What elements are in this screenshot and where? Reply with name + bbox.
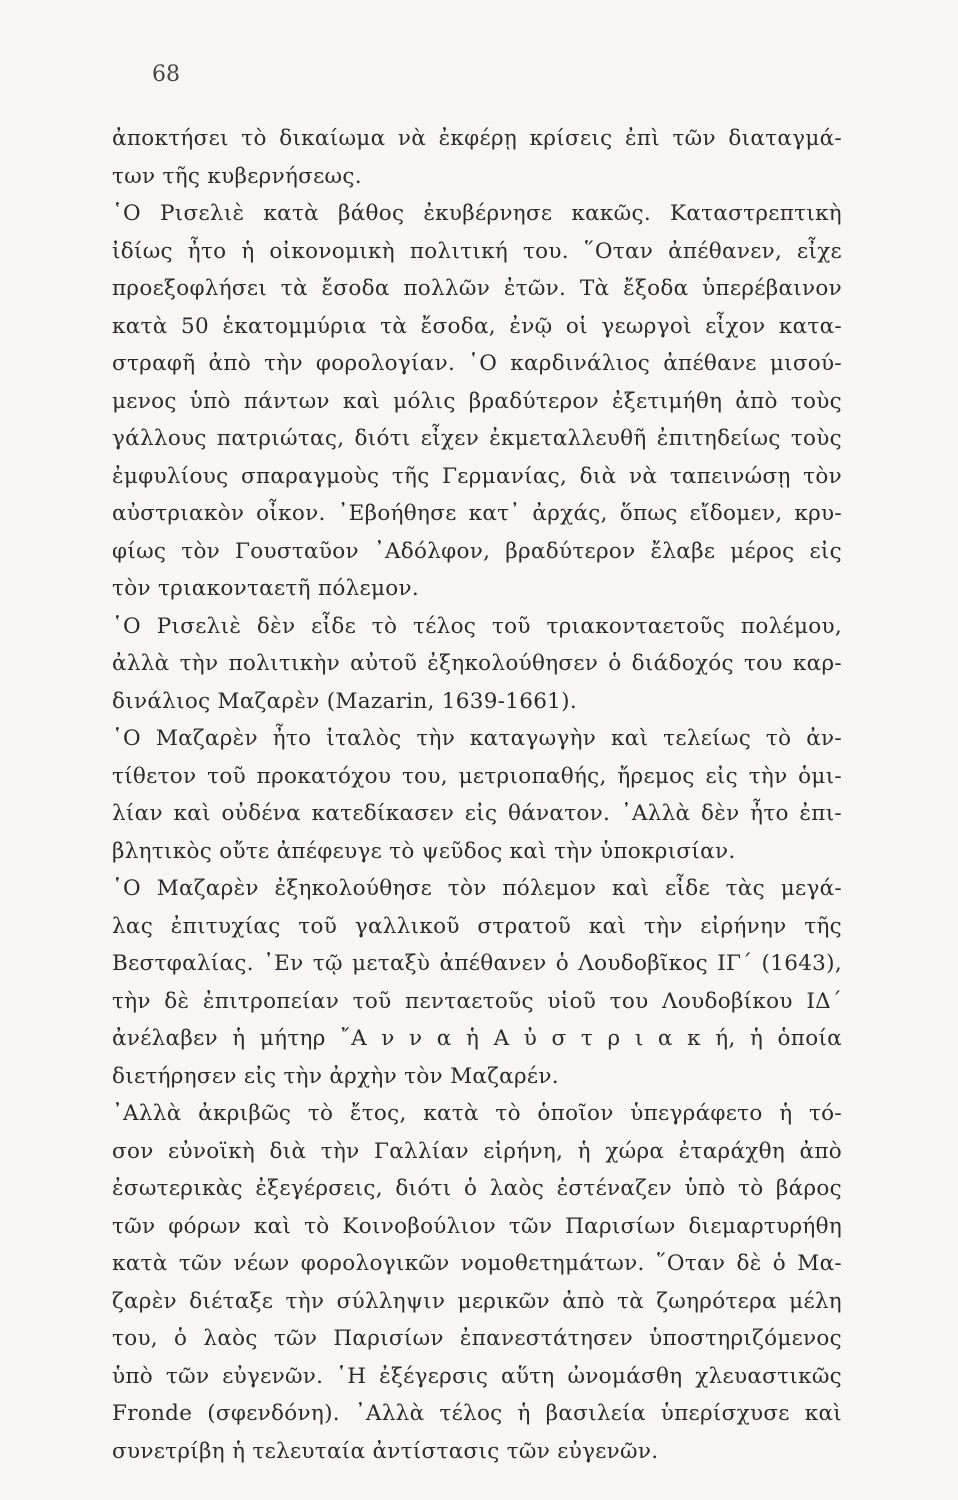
text-line: προεξοφλήσει τὰ ἔσοδα πολλῶν ἐτῶν. Τὰ ἔξοδα ὑπερέβαινον: [112, 276, 842, 301]
text-line: δινάλιος Μαζαρὲν (Mazarin, 1639-1661).: [112, 688, 577, 714]
text-line: ἀποκτήσει τὸ δικαίωμα νὰ ἐκφέρῃ κρίσεις ἐπὶ τῶν διαταγμά-: [112, 126, 842, 151]
text-line: στραφῆ ἀπὸ τὴν φορολογίαν. ῾Ο καρδινάλιος ἀπέθανε μισού-: [112, 351, 842, 376]
text-line: ζαρὲν διέταξε τὴν σύλληψιν μερικῶν ἀπὸ τὰ ζωηρότερα μέλη: [112, 1288, 842, 1314]
text-line: κατὰ τῶν νέων φορολογικῶν νομοθετημάτων. ῞Οταν δὲ ὁ Μα-: [112, 1251, 842, 1276]
text-line: μενος ὑπὸ πάντων καὶ μόλις βραδύτερον ἐξετιμήθη ἀπὸ τοὺς: [112, 388, 842, 414]
text-line: συνετρίβη ἡ τελευταία ἀντίστασις τῶν εὐγενῶν.: [112, 1438, 659, 1464]
body-text: [112, 120, 842, 1470]
text-line: φίως τὸν Γουσταῦον ᾿Αδόλφον, βραδύτερον ἔλαβε μέρος εἰς: [112, 538, 842, 564]
text-line: του, ὁ λαὸς τῶν Παρισίων ἐπανεστάτησεν ὑποστηριζόμενος: [112, 1326, 842, 1351]
text-line: τὸν τριακονταετῆ πόλεμον.: [112, 576, 419, 601]
text-line: ῾Ο Μαζαρὲν ἦτο ἰταλὸς τὴν καταγωγὴν καὶ τελείως τὸ ἀν-: [112, 726, 842, 751]
text-line: ἐσωτερικὰς ἐξεγέρσεις, διότι ὁ λαὸς ἐστέναζεν ὑπὸ τὸ βάρος: [112, 1176, 842, 1201]
text-line: λας ἐπιτυχίας τοῦ γαλλικοῦ στρατοῦ καὶ τὴν εἰρήνην τῆς: [112, 913, 842, 939]
text-line: κατὰ 50 ἑκατομμύρια τὰ ἔσοδα, ἐνῷ οἱ γεωργοὶ εἶχον κατα-: [112, 313, 842, 339]
text-line: ἀνέλαβεν ἡ μήτηρ ῎Α ν ν α ἡ Α ὐ σ τ ρ ι α κ ή, ἡ ὁποία: [112, 1026, 842, 1051]
text-line: λίαν καὶ οὐδένα κατεδίκασεν εἰς θάνατον. ᾿Αλλὰ δὲν ἦτο ἐπι-: [112, 801, 842, 826]
text-line: ἐμφυλίους σπαραγμοὺς τῆς Γερμανίας, διὰ νὰ ταπεινώσῃ τὸν: [112, 463, 842, 489]
text-line: διετήρησεν εἰς τὴν ἀρχὴν τὸν Μαζαρέν.: [112, 1063, 559, 1089]
page-number: 68: [152, 62, 180, 87]
text-line: τῶν φόρων καὶ τὸ Κοινοβούλιον τῶν Παρισίων διεμαρτυρήθη: [112, 1213, 842, 1239]
text-line: ῾Ο Ρισελιὲ κατὰ βάθος ἐκυβέρνησε κακῶς. Καταστρεπτικὴ: [112, 201, 842, 226]
text-line: ἀλλὰ τὴν πολιτικὴν αὐτοῦ ἐξηκολούθησεν ὁ διάδοχός του καρ-: [112, 651, 842, 676]
text-line: γάλλους πατριώτας, διότι εἶχεν ἐκμεταλλευθῆ ἐπιτηδείως τοὺς: [112, 426, 842, 451]
text-line: τίθετον τοῦ προκατόχου του, μετριοπαθής, ἤρεμος εἰς τὴν ὁμι-: [112, 763, 842, 789]
text-line: βλητικὸς οὔτε ἀπέφευγε τὸ ψεῦδος καὶ τὴν ὑποκρισίαν.: [112, 838, 736, 864]
text-line: ῾Ο Μαζαρὲν ἐξηκολούθησε τὸν πόλεμον καὶ εἶδε τὰς μεγά-: [112, 876, 842, 901]
text-line: Βεστφαλίας. ᾿Εν τῷ μεταξὺ ἀπέθανεν ὁ Λουδοβῖκος ΙΓ΄ (1643),: [112, 951, 842, 976]
text-line: ἰδίως ἦτο ἡ οἰκονομικὴ πολιτική του. ῞Οταν ἀπέθανεν, εἶχε: [112, 238, 842, 264]
text-line: αὐστριακὸν οἶκον. ᾿Εβοήθησε κατ᾿ ἀρχάς, ὅπως εἴδομεν, κρυ-: [112, 501, 842, 526]
text-line: Fronde (σφενδόνη). ᾿Αλλὰ τέλος ἡ βασιλεία ὑπερίσχυσε καὶ: [112, 1401, 842, 1426]
text-line: ὑπὸ τῶν εὐγενῶν. ῾Η ἐξέγερσις αὕτη ὠνομάσθη χλευαστικῶς: [112, 1363, 842, 1389]
text-line: των τῆς κυβερνήσεως.: [112, 163, 362, 189]
text-line: ᾿Αλλὰ ἀκριβῶς τὸ ἔτος, κατὰ τὸ ὁποῖον ὑπεγράφετο ἡ τό-: [112, 1101, 842, 1126]
text-line: τὴν δὲ ἐπιτροπείαν τοῦ πενταετοῦς υἱοῦ του Λουδοβίκου ΙΔ΄: [112, 988, 842, 1014]
text-line: σον εὐνοϊκὴ διὰ τὴν Γαλλίαν εἰρήνη, ἡ χώρα ἐταράχθη ἀπὸ: [112, 1138, 842, 1164]
text-line: ῾Ο Ρισελιὲ δὲν εἶδε τὸ τέλος τοῦ τριακονταετοῦς πολέμου,: [112, 613, 842, 639]
